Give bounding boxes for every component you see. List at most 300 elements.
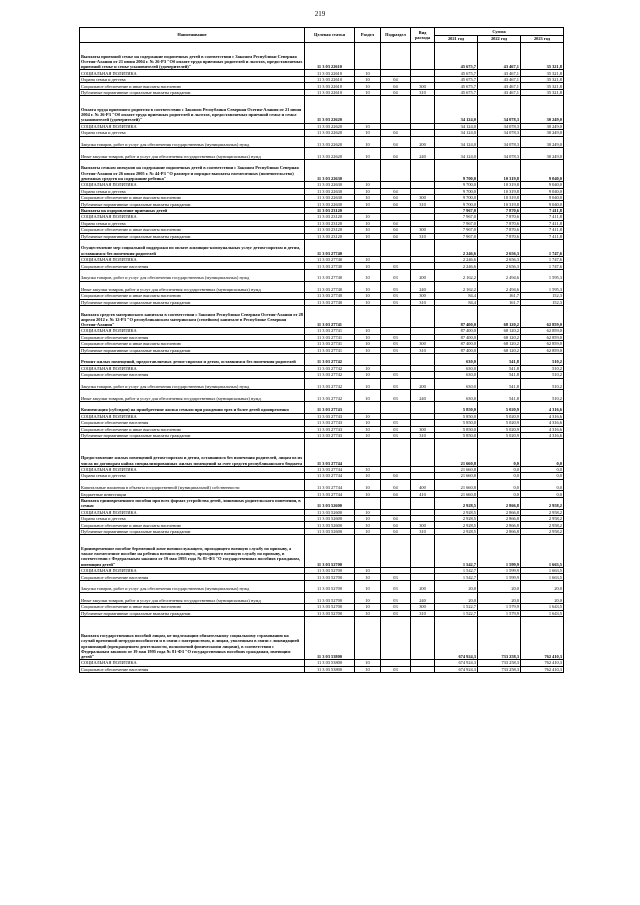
row-expense-type — [411, 535, 435, 568]
header-subsection: Подраздел — [381, 28, 411, 43]
row-value-2021: 1 542,7 — [435, 574, 478, 580]
row-value-2022: 10 319,8 — [478, 182, 521, 188]
row-value-2023: 30 249,0 — [521, 148, 564, 160]
table-row-group-heading — [80, 535, 564, 568]
row-expense-type — [411, 43, 435, 70]
row-section — [355, 497, 381, 509]
row-value-2022: 2 656,3 — [478, 256, 521, 262]
row-name: Публичные нормативные социальные выплаты гражданам — [80, 528, 305, 534]
row-value-2022: 68 120,2 — [478, 328, 521, 334]
row-value-2022: 34 078,3 — [478, 130, 521, 136]
row-expense-type — [411, 439, 435, 466]
row-value-2022: 7 870,6 — [478, 207, 521, 213]
row-name: Закупка товаров, работ и услуг для обеспечения государственных (муниципальных) нужд — [80, 378, 305, 390]
row-value-2021: 674 924,3 — [435, 617, 478, 660]
table-row — [80, 390, 564, 402]
row-name: Выплаты приемной семье на содержание подопечных детей в соответствии с Законом Республики Северная Осетия-Алания от 21 июня 2004 г. № 26-РЗ "Об оплате труда приемных родителей и льготах, предоставляемых приемной семье и семье усыновителей (удочерителей)" — [80, 43, 305, 70]
row-subsection: 03 — [381, 372, 411, 378]
row-value-2023: 2 958,2 — [521, 509, 564, 515]
row-target-code: 11 3 03 27744 — [305, 473, 355, 479]
row-value-2021: 7 967,0 — [435, 227, 478, 233]
row-value-2022: 68 120,2 — [478, 306, 521, 328]
row-subsection: 03 — [381, 341, 411, 347]
row-name: СОЦИАЛЬНАЯ ПОЛИТИКА — [80, 214, 305, 220]
row-value-2022: 161,7 — [478, 299, 521, 305]
row-subsection: 03 — [381, 574, 411, 580]
row-value-2022: 1 579,9 — [478, 610, 521, 616]
row-section — [355, 354, 381, 366]
row-target-code: 11 3 03 53800 — [305, 660, 355, 666]
row-value-2023: 35 321,8 — [521, 83, 564, 89]
row-subsection — [381, 240, 411, 257]
row-section: 10 — [355, 574, 381, 580]
row-value-2021: 2 928,5 — [435, 515, 478, 521]
row-section — [355, 96, 381, 123]
row-value-2023: 4 316,6 — [521, 401, 564, 413]
row-subsection: 03 — [381, 420, 411, 426]
table-row-group-heading — [80, 240, 564, 257]
row-expense-type — [411, 617, 435, 660]
row-value-2022: 43 467,1 — [478, 89, 521, 95]
row-value-2022: 5 020,9 — [478, 401, 521, 413]
row-value-2021: 674 924,3 — [435, 666, 478, 672]
row-value-2022: 0,0 — [478, 439, 521, 466]
row-value-2022: 1 599,9 — [478, 567, 521, 573]
row-value-2022: 0,0 — [478, 479, 521, 491]
row-name: СОЦИАЛЬНАЯ ПОЛИТИКА — [80, 660, 305, 666]
row-value-2021: 87 400,0 — [435, 328, 478, 334]
row-subsection: 04 — [381, 473, 411, 479]
header-sum: Сумма — [435, 28, 564, 36]
row-name: СОЦИАЛЬНАЯ ПОЛИТИКА — [80, 256, 305, 262]
row-name: Публичные нормативные социальные выплаты гражданам — [80, 347, 305, 353]
row-expense-type — [411, 306, 435, 328]
row-value-2021: 45 675,7 — [435, 70, 478, 76]
row-name: Социальное обеспечение и иные выплаты населению — [80, 341, 305, 347]
row-value-2022: 733 258,3 — [478, 660, 521, 666]
table-row — [80, 378, 564, 390]
table-row-group-heading — [80, 43, 564, 70]
row-value-2023: 510,2 — [521, 378, 564, 390]
row-subsection: 03 — [381, 390, 411, 402]
row-target-code: 11 3 03 52700 — [305, 592, 355, 604]
row-section: 10 — [355, 567, 381, 573]
row-name: Единовременное пособие беременной жене военнослужащего, проходящего военную службу по призыву, а также ежемесячное пособие на ребенка военнослужащего, проходящего военную службу по призыву, в соответствии с Федеральным законом от 19 мая 1995 года № 81-ФЗ "О государственных пособиях гражданам, имеющим детей" — [80, 535, 305, 568]
row-value-2021: 9 700,0 — [435, 182, 478, 188]
row-value-2022: 7 870,6 — [478, 233, 521, 239]
row-value-2021: 630,0 — [435, 378, 478, 390]
row-section: 10 — [355, 201, 381, 207]
row-target-code: 11 3 03 22610 — [305, 83, 355, 89]
row-value-2022: 0,0 — [478, 491, 521, 497]
row-target-code: 11 3 03 27740 — [305, 240, 355, 257]
row-value-2022: 5 020,9 — [478, 420, 521, 426]
row-target-code: 11 3 03 27740 — [305, 281, 355, 293]
row-target-code: 11 3 03 53800 — [305, 666, 355, 672]
row-value-2022: 10 319,8 — [478, 159, 521, 181]
table-row — [80, 666, 564, 672]
row-value-2021: 87 400,0 — [435, 347, 478, 353]
row-target-code: 11 3 03 27744 — [305, 491, 355, 497]
row-subsection: 03 — [381, 432, 411, 438]
row-section: 10 — [355, 580, 381, 592]
row-value-2023: 9 040,0 — [521, 188, 564, 194]
row-subsection — [381, 354, 411, 366]
row-value-2023: 0,0 — [521, 491, 564, 497]
row-expense-type — [411, 240, 435, 257]
row-target-code: 11 3 03 52700 — [305, 574, 355, 580]
header-name: Наименование — [80, 28, 305, 43]
row-target-code: 11 3 03 52700 — [305, 567, 355, 573]
row-target-code: 11 3 03 27742 — [305, 372, 355, 378]
row-value-2022: 541,8 — [478, 372, 521, 378]
row-value-2023: 1 643,5 — [521, 604, 564, 610]
row-value-2022: 20,0 — [478, 592, 521, 604]
row-subsection: 04 — [381, 148, 411, 160]
row-value-2022: 733 258,3 — [478, 617, 521, 660]
row-subsection: 03 — [381, 666, 411, 672]
row-value-2022: 2 866,8 — [478, 509, 521, 515]
row-subsection: 04 — [381, 130, 411, 136]
row-value-2023: 510,2 — [521, 365, 564, 371]
row-value-2021: 1 522,7 — [435, 610, 478, 616]
row-section — [355, 43, 381, 70]
row-name: Охрана семьи и детства — [80, 130, 305, 136]
row-value-2022: 2 494,6 — [478, 281, 521, 293]
row-expense-type: 300 — [411, 194, 435, 200]
row-value-2021: 630,0 — [435, 365, 478, 371]
row-subsection: 03 — [381, 426, 411, 432]
row-subsection: 04 — [381, 194, 411, 200]
row-value-2021: 1 522,7 — [435, 604, 478, 610]
row-subsection: 03 — [381, 347, 411, 353]
row-value-2021: 34 124,0 — [435, 136, 478, 148]
row-value-2022: 1 599,9 — [478, 535, 521, 568]
row-value-2022: 1 599,9 — [478, 574, 521, 580]
row-value-2021: 9 700,0 — [435, 201, 478, 207]
row-section: 10 — [355, 372, 381, 378]
row-subsection: 04 — [381, 220, 411, 226]
row-target-code: 11 3 03 27743 — [305, 432, 355, 438]
row-value-2023: 0,0 — [521, 466, 564, 472]
row-value-2023: 9 040,0 — [521, 159, 564, 181]
row-value-2021: 7 967,0 — [435, 220, 478, 226]
row-section: 10 — [355, 592, 381, 604]
row-value-2021: 7 967,0 — [435, 233, 478, 239]
row-target-code: 11 3 03 27743 — [305, 401, 355, 413]
row-value-2023: 7 411,8 — [521, 207, 564, 213]
row-subsection: 04 — [381, 201, 411, 207]
row-expense-type: 410 — [411, 491, 435, 497]
row-expense-type: 200 — [411, 580, 435, 592]
row-section: 10 — [355, 378, 381, 390]
row-value-2021: 7 967,0 — [435, 207, 478, 213]
row-target-code: 11 3 03 27743 — [305, 426, 355, 432]
table-body — [80, 43, 564, 673]
row-name: Закупка товаров, работ и услуг для обеспечения государственных (муниципальных) нужд — [80, 580, 305, 592]
row-value-2023: 0,0 — [521, 473, 564, 479]
row-value-2022: 0,0 — [478, 473, 521, 479]
row-subsection — [381, 96, 411, 123]
row-value-2021: 34 124,0 — [435, 148, 478, 160]
row-section: 10 — [355, 334, 381, 340]
row-value-2022: 43 467,1 — [478, 83, 521, 89]
row-value-2023: 152,3 — [521, 293, 564, 299]
row-section: 10 — [355, 123, 381, 129]
header-year-2021: 2021 год — [435, 36, 478, 43]
row-value-2023: 1 747,6 — [521, 240, 564, 257]
row-name: Социальное обеспечение и иные выплаты населению — [80, 604, 305, 610]
row-value-2021: 21 660,8 — [435, 439, 478, 466]
row-expense-type: 240 — [411, 390, 435, 402]
row-value-2023: 30 249,0 — [521, 136, 564, 148]
row-value-2021: 34 124,0 — [435, 96, 478, 123]
row-name: Закупка товаров, работ и услуг для обеспечения государственных (муниципальных) нужд — [80, 269, 305, 281]
row-name: СОЦИАЛЬНАЯ ПОЛИТИКА — [80, 123, 305, 129]
row-value-2021: 21 660,8 — [435, 473, 478, 479]
row-name: СОЦИАЛЬНАЯ ПОЛИТИКА — [80, 328, 305, 334]
row-value-2023: 62 859,0 — [521, 341, 564, 347]
row-value-2022: 10 319,8 — [478, 188, 521, 194]
row-name: СОЦИАЛЬНАЯ ПОЛИТИКА — [80, 365, 305, 371]
row-subsection: 04 — [381, 76, 411, 82]
row-value-2021: 34 124,0 — [435, 130, 478, 136]
row-value-2021: 630,0 — [435, 372, 478, 378]
table-row — [80, 136, 564, 148]
row-value-2022: 68 120,2 — [478, 334, 521, 340]
row-value-2022: 541,8 — [478, 390, 521, 402]
row-subsection: 03 — [381, 281, 411, 293]
row-subsection — [381, 401, 411, 413]
row-value-2022: 34 078,3 — [478, 148, 521, 160]
row-target-code: 11 3 03 52700 — [305, 580, 355, 592]
row-value-2022: 5 020,9 — [478, 413, 521, 419]
row-value-2022: 2 866,8 — [478, 515, 521, 521]
row-subsection — [381, 617, 411, 660]
row-subsection: 04 — [381, 479, 411, 491]
row-target-code: 11 3 03 22630 — [305, 201, 355, 207]
row-value-2021: 5 850,0 — [435, 432, 478, 438]
row-expense-type — [411, 354, 435, 366]
row-value-2023: 1 663,5 — [521, 535, 564, 568]
row-value-2023: 9 040,0 — [521, 182, 564, 188]
row-section — [355, 401, 381, 413]
row-subsection: 03 — [381, 293, 411, 299]
row-value-2023: 1 595,3 — [521, 269, 564, 281]
row-target-code: 11 3 03 52700 — [305, 610, 355, 616]
row-subsection — [381, 439, 411, 466]
table-row — [80, 148, 564, 160]
row-value-2021: 45 675,7 — [435, 83, 478, 89]
row-value-2021: 674 924,3 — [435, 660, 478, 666]
row-name: Социальное обеспечение и иные выплаты населению — [80, 426, 305, 432]
row-value-2021: 34 124,0 — [435, 123, 478, 129]
row-name: Социальное обеспечение населения — [80, 334, 305, 340]
row-expense-type: 310 — [411, 610, 435, 616]
row-target-code: 11 3 03 27740 — [305, 256, 355, 262]
row-value-2021: 87 400,0 — [435, 306, 478, 328]
row-value-2021: 87 400,0 — [435, 334, 478, 340]
row-expense-type: 300 — [411, 522, 435, 528]
row-section: 10 — [355, 188, 381, 194]
row-value-2021: 630,0 — [435, 390, 478, 402]
row-section: 10 — [355, 281, 381, 293]
row-section: 10 — [355, 420, 381, 426]
row-target-code: 11 3 03 27742 — [305, 390, 355, 402]
row-expense-type: 240 — [411, 592, 435, 604]
row-target-code: 11 3 03 27740 — [305, 293, 355, 299]
row-name: Иные закупки товаров, работ и услуг для обеспечения государственных (муниципальных) нужд — [80, 281, 305, 293]
row-expense-type: 300 — [411, 604, 435, 610]
row-value-2023: 20,0 — [521, 580, 564, 592]
row-value-2022: 7 870,6 — [478, 220, 521, 226]
row-section: 10 — [355, 660, 381, 666]
row-value-2023: 62 859,0 — [521, 328, 564, 334]
row-value-2023: 762 410,3 — [521, 617, 564, 660]
row-name: Предоставление жилых помещений детям-сиротам и детям, оставшимся без попечения родителей, лицам из их числа по договорам найма специализированных жилых помещений за счет средств республиканского бюджета — [80, 439, 305, 466]
row-section: 10 — [355, 293, 381, 299]
row-name: Публичные нормативные социальные выплаты гражданам — [80, 201, 305, 207]
row-expense-type: 200 — [411, 269, 435, 281]
row-section: 10 — [355, 341, 381, 347]
row-value-2022: 541,8 — [478, 365, 521, 371]
row-target-code: 11 3 03 22620 — [305, 123, 355, 129]
row-value-2023: 1 747,6 — [521, 263, 564, 269]
row-value-2022: 43 467,1 — [478, 43, 521, 70]
row-name: Капитальные вложения в объекты государственной (муниципальной) собственности — [80, 479, 305, 491]
row-name: Оплата труда приемного родителя в соответствии с Законом Республики Северная Осетия-Алания от 21 июня 2004 г. № 26-РЗ "Об оплате труда приемных родителей и льготах, предоставляемых приемной семье и семье усыновителей (удочерителей)" — [80, 96, 305, 123]
row-subsection — [381, 306, 411, 328]
row-value-2022: 2 866,8 — [478, 528, 521, 534]
row-subsection: 03 — [381, 299, 411, 305]
table-row — [80, 592, 564, 604]
row-section: 10 — [355, 256, 381, 262]
row-name: Бюджетные инвестиции — [80, 491, 305, 497]
row-name: Охрана семьи и детства — [80, 515, 305, 521]
row-expense-type: 400 — [411, 479, 435, 491]
row-value-2021: 45 675,7 — [435, 76, 478, 82]
table-row-group-heading — [80, 617, 564, 660]
row-subsection — [381, 535, 411, 568]
row-subsection — [381, 497, 411, 509]
row-value-2022: 1 579,9 — [478, 604, 521, 610]
row-target-code: 11 3 03 27742 — [305, 354, 355, 366]
row-target-code: 11 3 03 27741 — [305, 334, 355, 340]
row-section: 10 — [355, 328, 381, 334]
row-value-2021: 5 850,0 — [435, 426, 478, 432]
row-expense-type: 310 — [411, 299, 435, 305]
row-value-2023: 0,0 — [521, 479, 564, 491]
row-name: Ремонт жилых помещений, предоставляемых детям-сиротам и детям, оставшимся без попечения родителей — [80, 354, 305, 366]
row-value-2023: 9 040,0 — [521, 194, 564, 200]
row-section: 10 — [355, 491, 381, 497]
row-value-2022: 7 870,6 — [478, 227, 521, 233]
row-target-code: 11 3 03 22610 — [305, 43, 355, 70]
row-target-code: 11 3 03 22620 — [305, 96, 355, 123]
row-target-code: 11 3 03 53800 — [305, 617, 355, 660]
row-subsection: 03 — [381, 610, 411, 616]
row-name: Социальное обеспечение и иные выплаты населению — [80, 522, 305, 528]
row-name: Закупка товаров, работ и услуг для обеспечения государственных (муниципальных) нужд — [80, 136, 305, 148]
row-section: 10 — [355, 432, 381, 438]
row-expense-type: 300 — [411, 341, 435, 347]
row-target-code: 11 3 03 27741 — [305, 306, 355, 328]
row-section: 10 — [355, 413, 381, 419]
row-name: Выплаты на оздоровление приемных детей — [80, 207, 305, 213]
row-target-code: 11 3 03 27742 — [305, 378, 355, 390]
row-value-2023: 4 316,6 — [521, 426, 564, 432]
row-section: 10 — [355, 233, 381, 239]
row-value-2022: 541,8 — [478, 354, 521, 366]
row-value-2021: 45 675,7 — [435, 43, 478, 70]
row-value-2021: 20,0 — [435, 580, 478, 592]
row-name: Социальное обеспечение и иные выплаты населению — [80, 227, 305, 233]
row-value-2023: 30 249,0 — [521, 123, 564, 129]
row-name: Публичные нормативные социальные выплаты гражданам — [80, 432, 305, 438]
row-section: 10 — [355, 522, 381, 528]
row-subsection — [381, 43, 411, 70]
row-value-2021: 9 700,0 — [435, 194, 478, 200]
row-section: 10 — [355, 89, 381, 95]
row-value-2022: 733 258,3 — [478, 666, 521, 672]
row-subsection: 03 — [381, 378, 411, 390]
row-value-2023: 2 958,2 — [521, 522, 564, 528]
row-value-2022: 43 467,1 — [478, 76, 521, 82]
row-value-2022: 5 020,9 — [478, 432, 521, 438]
table-row-group-heading — [80, 159, 564, 181]
row-value-2022: 34 078,3 — [478, 136, 521, 148]
row-subsection: 03 — [381, 592, 411, 604]
row-target-code: 11 3 03 27744 — [305, 466, 355, 472]
row-value-2022: 2 656,3 — [478, 240, 521, 257]
row-name: Иные закупки товаров, работ и услуг для обеспечения государственных (муниципальных) нужд — [80, 148, 305, 160]
row-value-2023: 35 321,8 — [521, 70, 564, 76]
row-section: 10 — [355, 70, 381, 76]
row-subsection — [381, 159, 411, 181]
row-section: 10 — [355, 299, 381, 305]
row-name: Охрана семьи и детства — [80, 76, 305, 82]
row-subsection: 04 — [381, 188, 411, 194]
row-value-2023: 35 321,8 — [521, 89, 564, 95]
row-target-code: 11 3 03 23120 — [305, 214, 355, 220]
row-subsection: 03 — [381, 334, 411, 340]
row-target-code: 11 3 03 23120 — [305, 207, 355, 213]
row-target-code: 11 3 03 22630 — [305, 194, 355, 200]
row-subsection: 04 — [381, 491, 411, 497]
row-target-code: 11 3 03 23120 — [305, 233, 355, 239]
row-value-2021: 21 660,8 — [435, 466, 478, 472]
row-value-2021: 84,4 — [435, 293, 478, 299]
row-name: Охрана семьи и детства — [80, 473, 305, 479]
row-target-code: 11 3 03 27741 — [305, 341, 355, 347]
budget-table — [79, 27, 564, 673]
row-name: Социальное обеспечение и иные выплаты населению — [80, 83, 305, 89]
row-value-2021: 2 246,6 — [435, 263, 478, 269]
row-value-2023: 1 747,6 — [521, 256, 564, 262]
row-target-code: 11 3 03 27740 — [305, 299, 355, 305]
row-value-2022: 68 120,2 — [478, 341, 521, 347]
header-year-2023: 2023 год — [521, 36, 564, 43]
row-value-2023: 30 249,0 — [521, 130, 564, 136]
row-target-code: 11 3 03 27742 — [305, 365, 355, 371]
row-section — [355, 306, 381, 328]
row-expense-type — [411, 401, 435, 413]
row-section: 10 — [355, 76, 381, 82]
table-header — [80, 28, 564, 43]
row-section: 10 — [355, 479, 381, 491]
row-section: 10 — [355, 136, 381, 148]
row-section: 10 — [355, 130, 381, 136]
